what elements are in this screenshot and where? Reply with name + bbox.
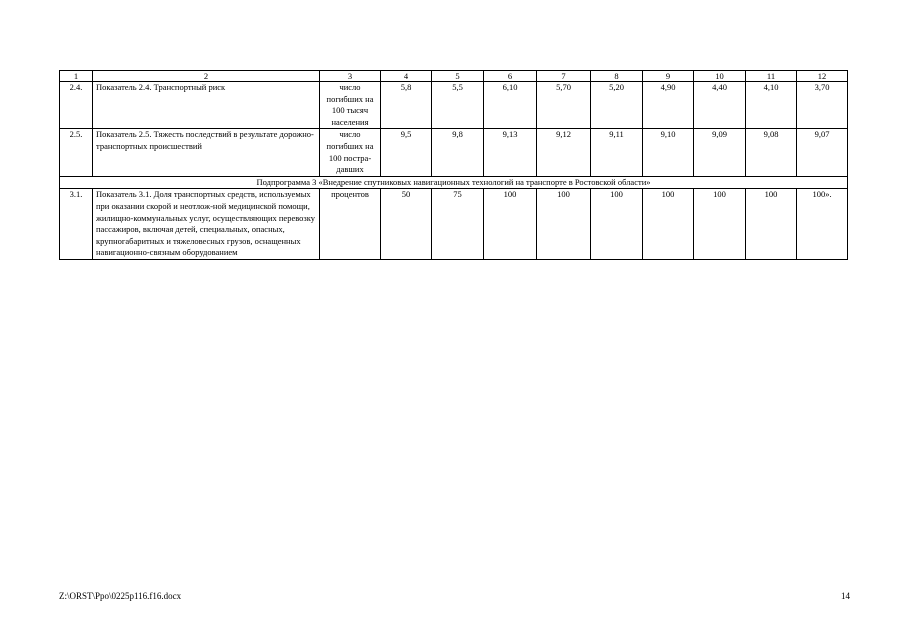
value-cell: 100 [537,189,591,260]
header-cell: 8 [591,71,643,82]
value-cell: 9,07 [797,129,848,176]
indicators-table [59,70,848,260]
value-cell: 5,20 [591,82,643,129]
header-cell: 11 [746,71,797,82]
table-row [60,82,848,129]
unit: число погибших на 100 тысяч населения [320,82,381,129]
table-header-row [60,71,848,82]
indicator-name: Показатель 2.5. Тяжесть последствий в результате дорожно-транспортных происшествий [93,129,320,176]
unit: число погибших на 100 постра-давших [320,129,381,176]
value-cell: 75 [432,189,484,260]
header-cell: 5 [432,71,484,82]
header-cell: 2 [93,71,320,82]
header-cell: 12 [797,71,848,82]
value-cell: 100 [746,189,797,260]
header-cell: 7 [537,71,591,82]
value-cell: 4,10 [746,82,797,129]
value-cell: 9,09 [694,129,746,176]
indicator-name: Показатель 2.4. Транспортный риск [93,82,320,129]
row-number: 3.1. [60,189,93,260]
value-cell: 5,5 [432,82,484,129]
value-cell: 5,8 [381,82,432,129]
value-cell: 9,8 [432,129,484,176]
table-row [60,129,848,176]
value-cell: 100 [694,189,746,260]
value-cell: 9,11 [591,129,643,176]
indicator-name: Показатель 3.1. Доля транспортных средств, используемых при оказании скорой и неотлож-ной медицинской помощи, жилищно-коммунальных услуг, осуществляющих перевозку пассажиров, включая детей, специальных, опасных, крупногабаритных и тяжеловесных грузов, оснащенных навигационно-связным оборудованием [93,189,320,260]
value-cell: 5,70 [537,82,591,129]
value-cell: 50 [381,189,432,260]
row-number: 2.4. [60,82,93,129]
header-cell: 10 [694,71,746,82]
value-cell: 100 [484,189,537,260]
value-cell: 9,08 [746,129,797,176]
row-number: 2.5. [60,129,93,176]
value-cell: 9,5 [381,129,432,176]
value-cell: 100 [643,189,694,260]
value-cell: 100». [797,189,848,260]
value-cell: 4,90 [643,82,694,129]
unit: процентов [320,189,381,260]
subprogram-title: Подпрограмма 3 «Внедрение спутниковых навигационных технологий на транспорте в Ростовской области» [60,176,848,189]
header-cell: 3 [320,71,381,82]
value-cell: 6,10 [484,82,537,129]
value-cell: 9,13 [484,129,537,176]
subprogram-row [60,176,848,189]
header-cell: 9 [643,71,694,82]
value-cell: 3,70 [797,82,848,129]
value-cell: 4,40 [694,82,746,129]
value-cell: 9,10 [643,129,694,176]
footer-file-path: Z:\ORST\Ppo\0225p116.f16.docx [59,591,182,601]
value-cell: 100 [591,189,643,260]
header-cell: 1 [60,71,93,82]
table-row [60,189,848,260]
value-cell: 9,12 [537,129,591,176]
page-number: 14 [841,591,850,601]
header-cell: 4 [381,71,432,82]
header-cell: 6 [484,71,537,82]
